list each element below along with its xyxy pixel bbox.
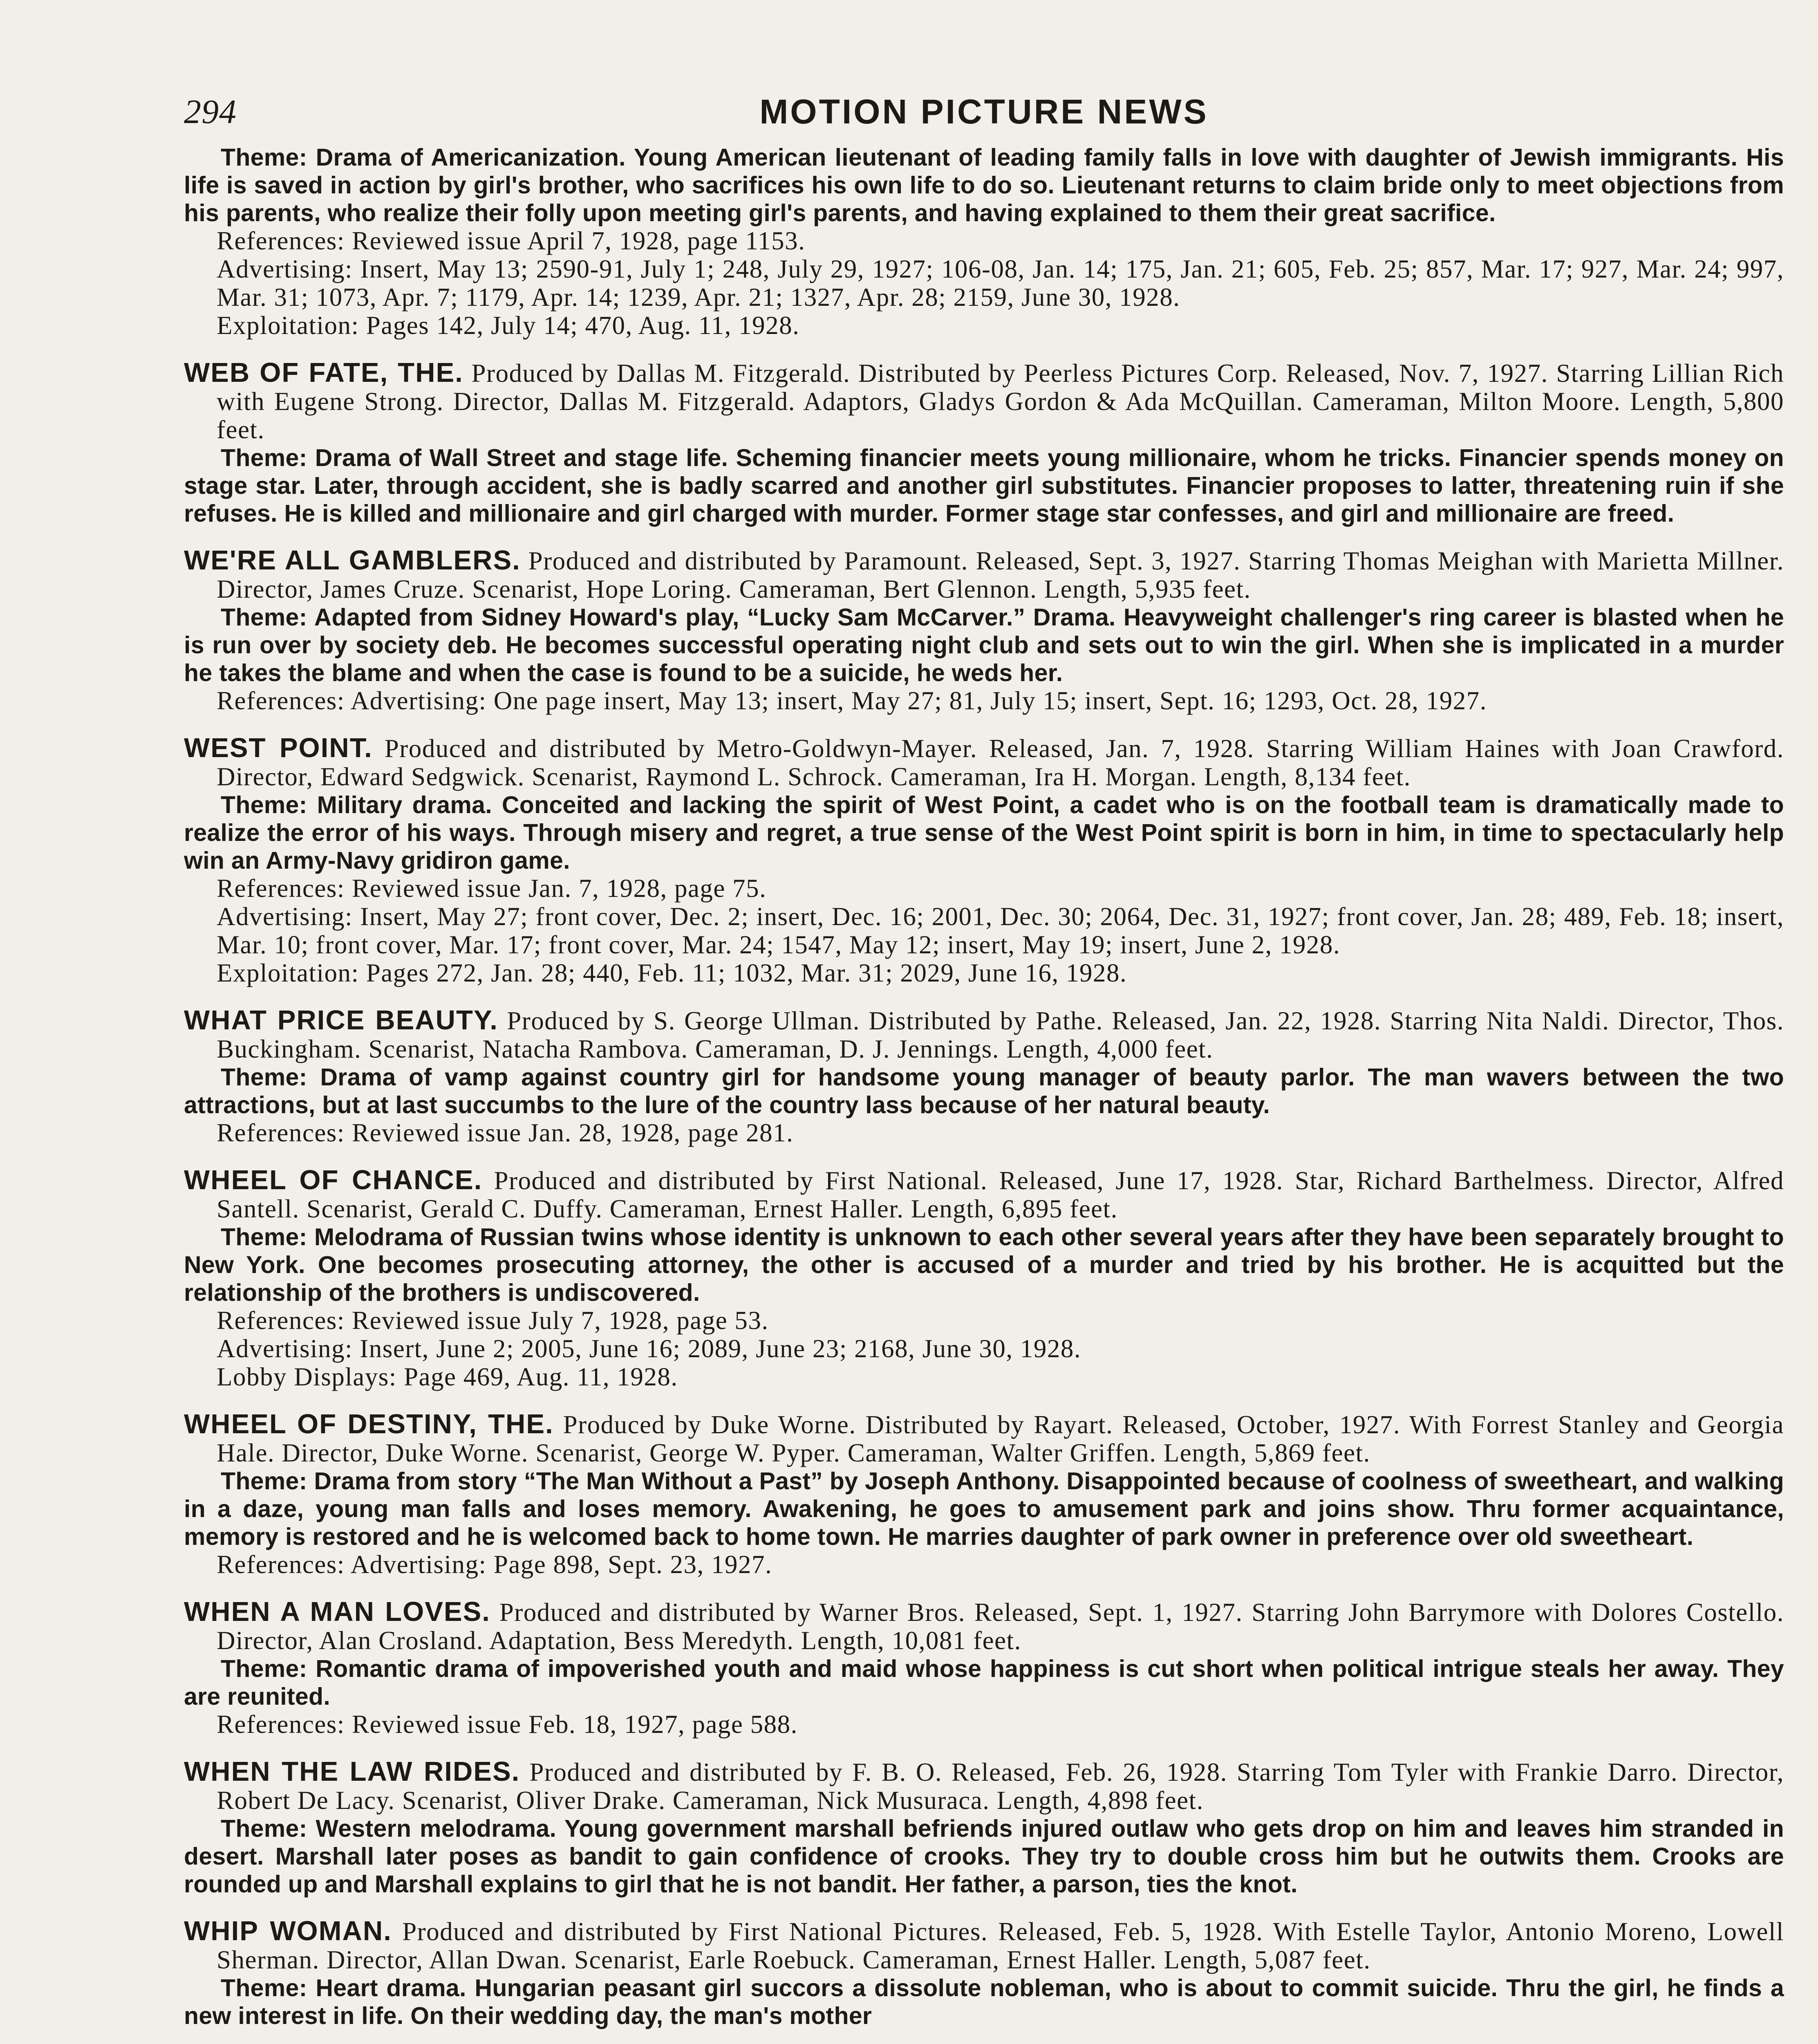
film-title: WHEEL OF CHANCE. (184, 1165, 483, 1195)
entry-theme: Theme: Military drama. Conceited and lacking the spirit of West Point, a cadet who is on the football team is dramatically made to realize the error of his ways. Through misery and regret, a true sense of the West Point spirit is born in him, in time to spectacularly help win an Army-Navy gridiron game. (184, 791, 1784, 874)
entry-credits-line (184, 359, 1784, 444)
film-entry (184, 359, 1784, 527)
film-entry (184, 1917, 1784, 2030)
film-entry (184, 734, 1784, 987)
entry-credits-line (184, 1006, 1784, 1063)
entry-reference: References: Reviewed issue Jan. 28, 1928, page 281. (217, 1118, 794, 1147)
film-title: WHEN THE LAW RIDES. (184, 1756, 520, 1787)
entry-theme: Theme: Romantic drama of impoverished youth and maid whose happiness is cut short when political intrigue steals her away. They are reunited. (184, 1655, 1784, 1710)
entry-reference: Advertising: Insert, June 2; 2005, June 16; 2089, June 23; 2168, June 30, 1928. (217, 1334, 1081, 1363)
film-credits: Produced by S. George Ullman. Distributed by Pathe. Released, Jan. 22, 1928. Starring Nita Naldi. Director, Thos. Buckingham. Scenarist, Natacha Rambova. Cameraman, D. J. Jennings. Length, 4,000 feet. (217, 1006, 1784, 1063)
film-title: WHIP WOMAN. (184, 1916, 392, 1946)
entry-reference: References: Reviewed issue Jan. 7, 1928, page 75. (217, 874, 767, 903)
film-title: WHEEL OF DESTINY, THE. (184, 1409, 554, 1439)
film-entry (184, 1757, 1784, 1898)
film-credits: Produced and distributed by First National. Released, June 17, 1928. Star, Richard Barthelmess. Director, Alfred Santell. Scenarist, Gerald C. Duffy. Cameraman, Ernest Haller. Length, 6,895 feet. (217, 1166, 1784, 1223)
entry-credits-line (184, 1917, 1784, 1974)
film-entry (184, 1166, 1784, 1391)
entry-theme: Theme: Heart drama. Hungarian peasant girl succors a dissolute nobleman, who is about to commit suicide. Thru the girl, he finds a new interest in life. On their wedding day, the man's mother (184, 1975, 1784, 2029)
entry-continuation (184, 143, 1784, 340)
entry-reference: References: Reviewed issue April 7, 1928, page 1153. (217, 226, 806, 255)
film-credits: Produced and distributed by F. B. O. Released, Feb. 26, 1928. Starring Tom Tyler with Frankie Darro. Director, Robert De Lacy. Scenarist, Oliver Drake. Cameraman, Nick Musuraca. Length, 4,898 feet. (217, 1758, 1784, 1815)
entry-theme: Theme: Drama of vamp against country girl for handsome young manager of beauty parlor. The man wavers between the two attractions, but at last succumbs to the lure of the country lass because of her natural beauty. (184, 1064, 1784, 1118)
entry-credits-line (184, 734, 1784, 791)
publication-title: MOTION PICTURE NEWS (759, 92, 1209, 131)
film-credits: Produced and distributed by Warner Bros. Released, Sept. 1, 1927. Starring John Barrymore with Dolores Costello. Director, Alan Crosland. Adaptation, Bess Meredyth. Length, 10,081 feet. (217, 1598, 1784, 1655)
film-title: WHAT PRICE BEAUTY. (184, 1005, 498, 1035)
entry-reference: Advertising: Insert, May 27; front cover, Dec. 2; insert, Dec. 16; 2001, Dec. 30; 2064, Dec. 31, 1927; front cover, Jan. 28; 489, Feb. 18; insert, Mar. 10; front cover, Mar. 17; front cover, Mar. 24; 1547, May 12; insert, May 19; insert, June 2, 1928. (217, 902, 1784, 959)
film-credits: Produced and distributed by Metro-Goldwyn-Mayer. Released, Jan. 7, 1928. Starring William Haines with Joan Crawford. Director, Edward Sedgwick. Scenarist, Raymond L. Schrock. Cameraman, Ira H. Morgan. Length, 8,134 feet. (217, 734, 1784, 791)
document-page (184, 92, 1784, 2030)
film-title: WE'RE ALL GAMBLERS. (184, 545, 521, 576)
film-title: WEB OF FATE, THE. (184, 357, 463, 388)
entry-theme: Theme: Drama from story “The Man Without a Past” by Joseph Anthony. Disappointed because of coolness of sweetheart, and walking in a daze, young man falls and loses memory. Awakening, he goes to amusement park and joins show. Thru former acquaintance, memory is restored and he is welcomed back to home town. He marries daughter of park owner in preference over old sweetheart. (184, 1468, 1784, 1550)
film-title: WEST POINT. (184, 733, 373, 763)
entry-credits-line (184, 1757, 1784, 1815)
film-credits: Produced by Dallas M. Fitzgerald. Distributed by Peerless Pictures Corp. Released, Nov. 7, 1927. Starring Lillian Rich with Eugene Strong. Director, Dallas M. Fitzgerald. Adaptors, Gladys Gordon & Ada McQuillan. Cameraman, Milton Moore. Length, 5,800 feet. (217, 359, 1784, 444)
page-number: 294 (184, 93, 237, 131)
entry-credits-line (184, 546, 1784, 603)
film-credits: Produced by Duke Worne. Distributed by Rayart. Released, October, 1927. With Forrest Stanley and Georgia Hale. Director, Duke Worne. Scenarist, George W. Pyper. Cameraman, Walter Griffen. Length, 5,869 feet. (217, 1410, 1784, 1467)
entry-reference: Lobby Displays: Page 469, Aug. 11, 1928. (217, 1363, 678, 1391)
film-title: WHEN A MAN LOVES. (184, 1596, 490, 1627)
film-entry (184, 1006, 1784, 1147)
entry-theme: Theme: Drama of Americanization. Young American lieutenant of leading family falls in love with daughter of Jewish immigrants. His life is saved in action by girl's brother, who sacrifices his own life to do so. Lieutenant returns to claim bride only to meet objections from his parents, who realize their folly upon meeting girl's parents, and having explained to them their great sacrifice. (184, 144, 1784, 226)
film-entry (184, 1410, 1784, 1579)
page-header (184, 92, 1784, 141)
film-entry (184, 546, 1784, 715)
film-credits: Produced and distributed by First National Pictures. Released, Feb. 5, 1928. With Estelle Taylor, Antonio Moreno, Lowell Sherman. Director, Allan Dwan. Scenarist, Earle Roebuck. Cameraman, Ernest Haller. Length, 5,087 feet. (217, 1917, 1784, 1974)
entry-theme: Theme: Drama of Wall Street and stage life. Scheming financier meets young millionaire, whom he tricks. Financier spends money on stage star. Later, through accident, she is badly scarred and another girl substitutes. Financier proposes to latter, threatening ruin if she refuses. He is killed and millionaire and girl charged with murder. Former stage star confesses, and girl and millionaire are freed. (184, 444, 1784, 527)
entry-reference: References: Reviewed issue Feb. 18, 1927, page 588. (217, 1710, 798, 1739)
entry-theme: Theme: Western melodrama. Young government marshall befriends injured outlaw who gets drop on him and leaves him stranded in desert. Marshall later poses as bandit to gain confidence of crooks. They try to double cross him but he outwits them. Crooks are rounded up and Marshall explains to girl that he is not bandit. Her father, a parson, ties the knot. (184, 1815, 1784, 1898)
entry-reference: Advertising: Insert, May 13; 2590-91, July 1; 248, July 29, 1927; 106-08, Jan. 14; 175, Jan. 21; 605, Feb. 25; 857, Mar. 17; 927, Mar. 24; 997, Mar. 31; 1073, Apr. 7; 1179, Apr. 14; 1239, Apr. 21; 1327, Apr. 28; 2159, June 30, 1928. (217, 255, 1784, 312)
entry-reference: Exploitation: Pages 142, July 14; 470, Aug. 11, 1928. (217, 311, 800, 340)
entry-credits-line (184, 1410, 1784, 1467)
entry-reference: References: Advertising: Page 898, Sept. 23, 1927. (217, 1550, 772, 1579)
entry-reference: References: Advertising: One page insert, May 13; insert, May 27; 81, July 15; insert, Sept. 16; 1293, Oct. 28, 1927. (217, 686, 1487, 715)
film-entry (184, 1598, 1784, 1739)
entry-reference: Exploitation: Pages 272, Jan. 28; 440, Feb. 11; 1032, Mar. 31; 2029, June 16, 1928. (217, 959, 1127, 987)
entry-theme: Theme: Adapted from Sidney Howard's play, “Lucky Sam McCarver.” Drama. Heavyweight challenger's ring career is blasted when he is run over by society deb. He becomes successful operating night club and sets out to win the girl. When she is implicated in a murder he takes the blame and when the case is found to be a suicide, he weds her. (184, 604, 1784, 686)
film-credits: Produced and distributed by Paramount. Released, Sept. 3, 1927. Starring Thomas Meighan with Marietta Millner. Director, James Cruze. Scenarist, Hope Loring. Cameraman, Bert Glennon. Length, 5,935 feet. (217, 547, 1784, 603)
entry-theme: Theme: Melodrama of Russian twins whose identity is unknown to each other several years after they have been separately brought to New York. One becomes prosecuting attorney, the other is accused of a murder and tried by his brother. He is acquitted but the relationship of the brothers is undiscovered. (184, 1224, 1784, 1306)
entry-credits-line (184, 1598, 1784, 1655)
entry-credits-line (184, 1166, 1784, 1223)
entry-reference: References: Reviewed issue July 7, 1928, page 53. (217, 1306, 769, 1335)
